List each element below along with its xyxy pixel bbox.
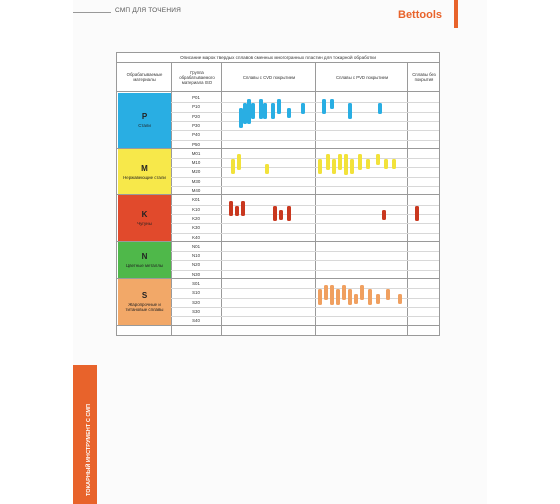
group-divider bbox=[117, 325, 439, 326]
grade-mark-pvd bbox=[366, 159, 370, 169]
column-divider bbox=[221, 63, 222, 335]
grade-mark-cvd bbox=[301, 103, 305, 113]
grade-mark-pvd bbox=[318, 289, 322, 304]
row-divider bbox=[171, 112, 439, 113]
grade-mark-pvd bbox=[376, 294, 380, 304]
iso-code: P20 bbox=[192, 113, 200, 119]
iso-code: S30 bbox=[192, 308, 200, 314]
grade-mark-pvd bbox=[398, 294, 402, 304]
group-letter: P bbox=[141, 112, 148, 122]
grade-mark-cvd bbox=[263, 103, 267, 118]
iso-code: N10 bbox=[191, 253, 201, 259]
row-divider bbox=[171, 121, 439, 122]
grade-mark-pvd bbox=[382, 210, 386, 220]
iso-code: M01 bbox=[191, 150, 201, 156]
grade-mark-pvd bbox=[332, 159, 336, 174]
grade-mark-cvd bbox=[231, 159, 235, 174]
row-divider bbox=[171, 205, 439, 206]
material-group-s bbox=[118, 279, 171, 325]
header-uncoated: Сплавы без покрытия bbox=[412, 72, 436, 82]
iso-code: K20 bbox=[192, 215, 200, 221]
row-divider bbox=[171, 130, 439, 131]
iso-code: N20 bbox=[191, 262, 201, 268]
grade-mark-cvd bbox=[237, 154, 241, 169]
material-group-m bbox=[118, 149, 171, 195]
row-divider bbox=[171, 214, 439, 215]
row-divider bbox=[171, 140, 439, 141]
iso-code: S01 bbox=[192, 281, 200, 286]
iso-code: P30 bbox=[192, 122, 200, 128]
group-letter: K bbox=[141, 210, 148, 220]
iso-code: P40 bbox=[192, 132, 200, 138]
grade-mark-pvd bbox=[376, 154, 380, 164]
row-divider bbox=[171, 177, 439, 178]
side-tab-label: ТОКАРНЫЙ ИНСТРУМЕНТ С СМП bbox=[86, 403, 92, 496]
iso-code: K10 bbox=[192, 206, 200, 212]
grade-mark-pvd bbox=[344, 154, 348, 174]
iso-code: N30 bbox=[191, 271, 201, 277]
grade-mark-pvd bbox=[326, 154, 330, 169]
iso-code: K40 bbox=[192, 234, 200, 240]
header-pvd: Сплавы с PVD покрытием bbox=[335, 74, 389, 80]
row-divider bbox=[171, 270, 439, 271]
grade-mark-pvd bbox=[336, 289, 340, 304]
grade-mark-pvd bbox=[348, 103, 352, 118]
section-title: СМП ДЛЯ ТОЧЕНИЯ bbox=[115, 7, 182, 14]
grade-mark-cvd bbox=[279, 210, 283, 220]
iso-code: N01 bbox=[191, 243, 201, 249]
group-name: Чугуны bbox=[137, 221, 152, 227]
grade-mark-cvd bbox=[273, 206, 277, 221]
grade-mark-pvd bbox=[330, 99, 334, 109]
grade-mark-pvd bbox=[368, 289, 372, 304]
grade-mark-cvd bbox=[235, 206, 239, 216]
row-divider bbox=[171, 102, 439, 103]
material-group-n bbox=[118, 242, 171, 278]
grade-mark-cvd bbox=[251, 103, 255, 118]
grade-mark-cvd bbox=[287, 206, 291, 221]
group-letter: S bbox=[141, 291, 148, 301]
grades-table bbox=[116, 52, 440, 336]
row-divider bbox=[171, 167, 439, 168]
iso-code: M10 bbox=[191, 160, 201, 166]
header-rule bbox=[73, 12, 111, 13]
grade-mark-pvd bbox=[358, 154, 362, 169]
iso-code: S10 bbox=[192, 290, 200, 296]
row-divider bbox=[171, 186, 439, 187]
column-divider bbox=[407, 63, 408, 335]
grade-mark-pvd bbox=[342, 285, 346, 300]
grade-mark-cvd bbox=[265, 164, 269, 174]
iso-code: K01 bbox=[192, 197, 200, 203]
logo-accent-bar bbox=[454, 0, 458, 28]
grade-mark-cvd bbox=[241, 201, 245, 216]
side-tab bbox=[73, 365, 97, 504]
grade-mark-cvd bbox=[271, 103, 275, 118]
group-name: Цветные металлы bbox=[125, 262, 164, 268]
grade-mark-pvd bbox=[386, 289, 390, 299]
row-divider bbox=[171, 316, 439, 317]
header-cvd: Сплавы с CVD покрытием bbox=[242, 74, 296, 80]
row-divider bbox=[171, 158, 439, 159]
grade-mark-pvd bbox=[350, 159, 354, 174]
group-name: Жаропрочные и титановые сплавы bbox=[125, 302, 164, 313]
iso-code: K30 bbox=[192, 225, 200, 231]
header-iso: Группа обрабатываемого материала ISO bbox=[179, 69, 215, 85]
grade-mark-pvd bbox=[360, 285, 364, 300]
grade-mark-cvd bbox=[229, 201, 233, 216]
grade-mark-pvd bbox=[324, 285, 328, 300]
iso-code: P10 bbox=[192, 104, 200, 110]
iso-code: P50 bbox=[192, 141, 200, 147]
grade-mark-pvd bbox=[330, 285, 334, 305]
row-divider bbox=[171, 233, 439, 234]
group-letter: N bbox=[141, 251, 148, 261]
iso-code: P01 bbox=[192, 95, 200, 100]
grade-mark-pvd bbox=[338, 154, 342, 169]
iso-code: M30 bbox=[191, 178, 201, 184]
row-divider bbox=[171, 223, 439, 224]
iso-code: M40 bbox=[191, 188, 201, 193]
material-group-k bbox=[118, 195, 171, 241]
iso-code: S40 bbox=[192, 318, 200, 324]
grade-mark-unc bbox=[415, 206, 419, 221]
brand-logo: Bettools bbox=[398, 9, 443, 21]
grade-mark-pvd bbox=[384, 159, 388, 169]
grade-mark-pvd bbox=[348, 289, 352, 304]
row-divider bbox=[171, 307, 439, 308]
grade-mark-cvd bbox=[287, 108, 291, 118]
row-divider bbox=[171, 260, 439, 261]
grade-mark-pvd bbox=[392, 159, 396, 169]
iso-code: S20 bbox=[192, 299, 200, 305]
grade-mark-cvd bbox=[277, 99, 281, 114]
group-name: Нержавеющие стали bbox=[123, 174, 166, 180]
group-name: Стали bbox=[138, 123, 151, 129]
grade-mark-pvd bbox=[354, 294, 358, 304]
material-group-p bbox=[118, 93, 171, 148]
header-material: Обрабатываемые материалы bbox=[126, 72, 163, 82]
grade-mark-pvd bbox=[322, 99, 326, 114]
grade-mark-pvd bbox=[318, 159, 322, 174]
column-divider bbox=[315, 63, 316, 335]
row-divider bbox=[171, 251, 439, 252]
table-title: Описание марок твердых сплавов сменных многогранных пластин для токарной обработки bbox=[117, 53, 439, 63]
group-letter: M bbox=[141, 163, 148, 173]
row-divider bbox=[171, 288, 439, 289]
header-divider bbox=[117, 91, 439, 92]
iso-code: M20 bbox=[191, 169, 201, 175]
grade-mark-pvd bbox=[378, 103, 382, 113]
